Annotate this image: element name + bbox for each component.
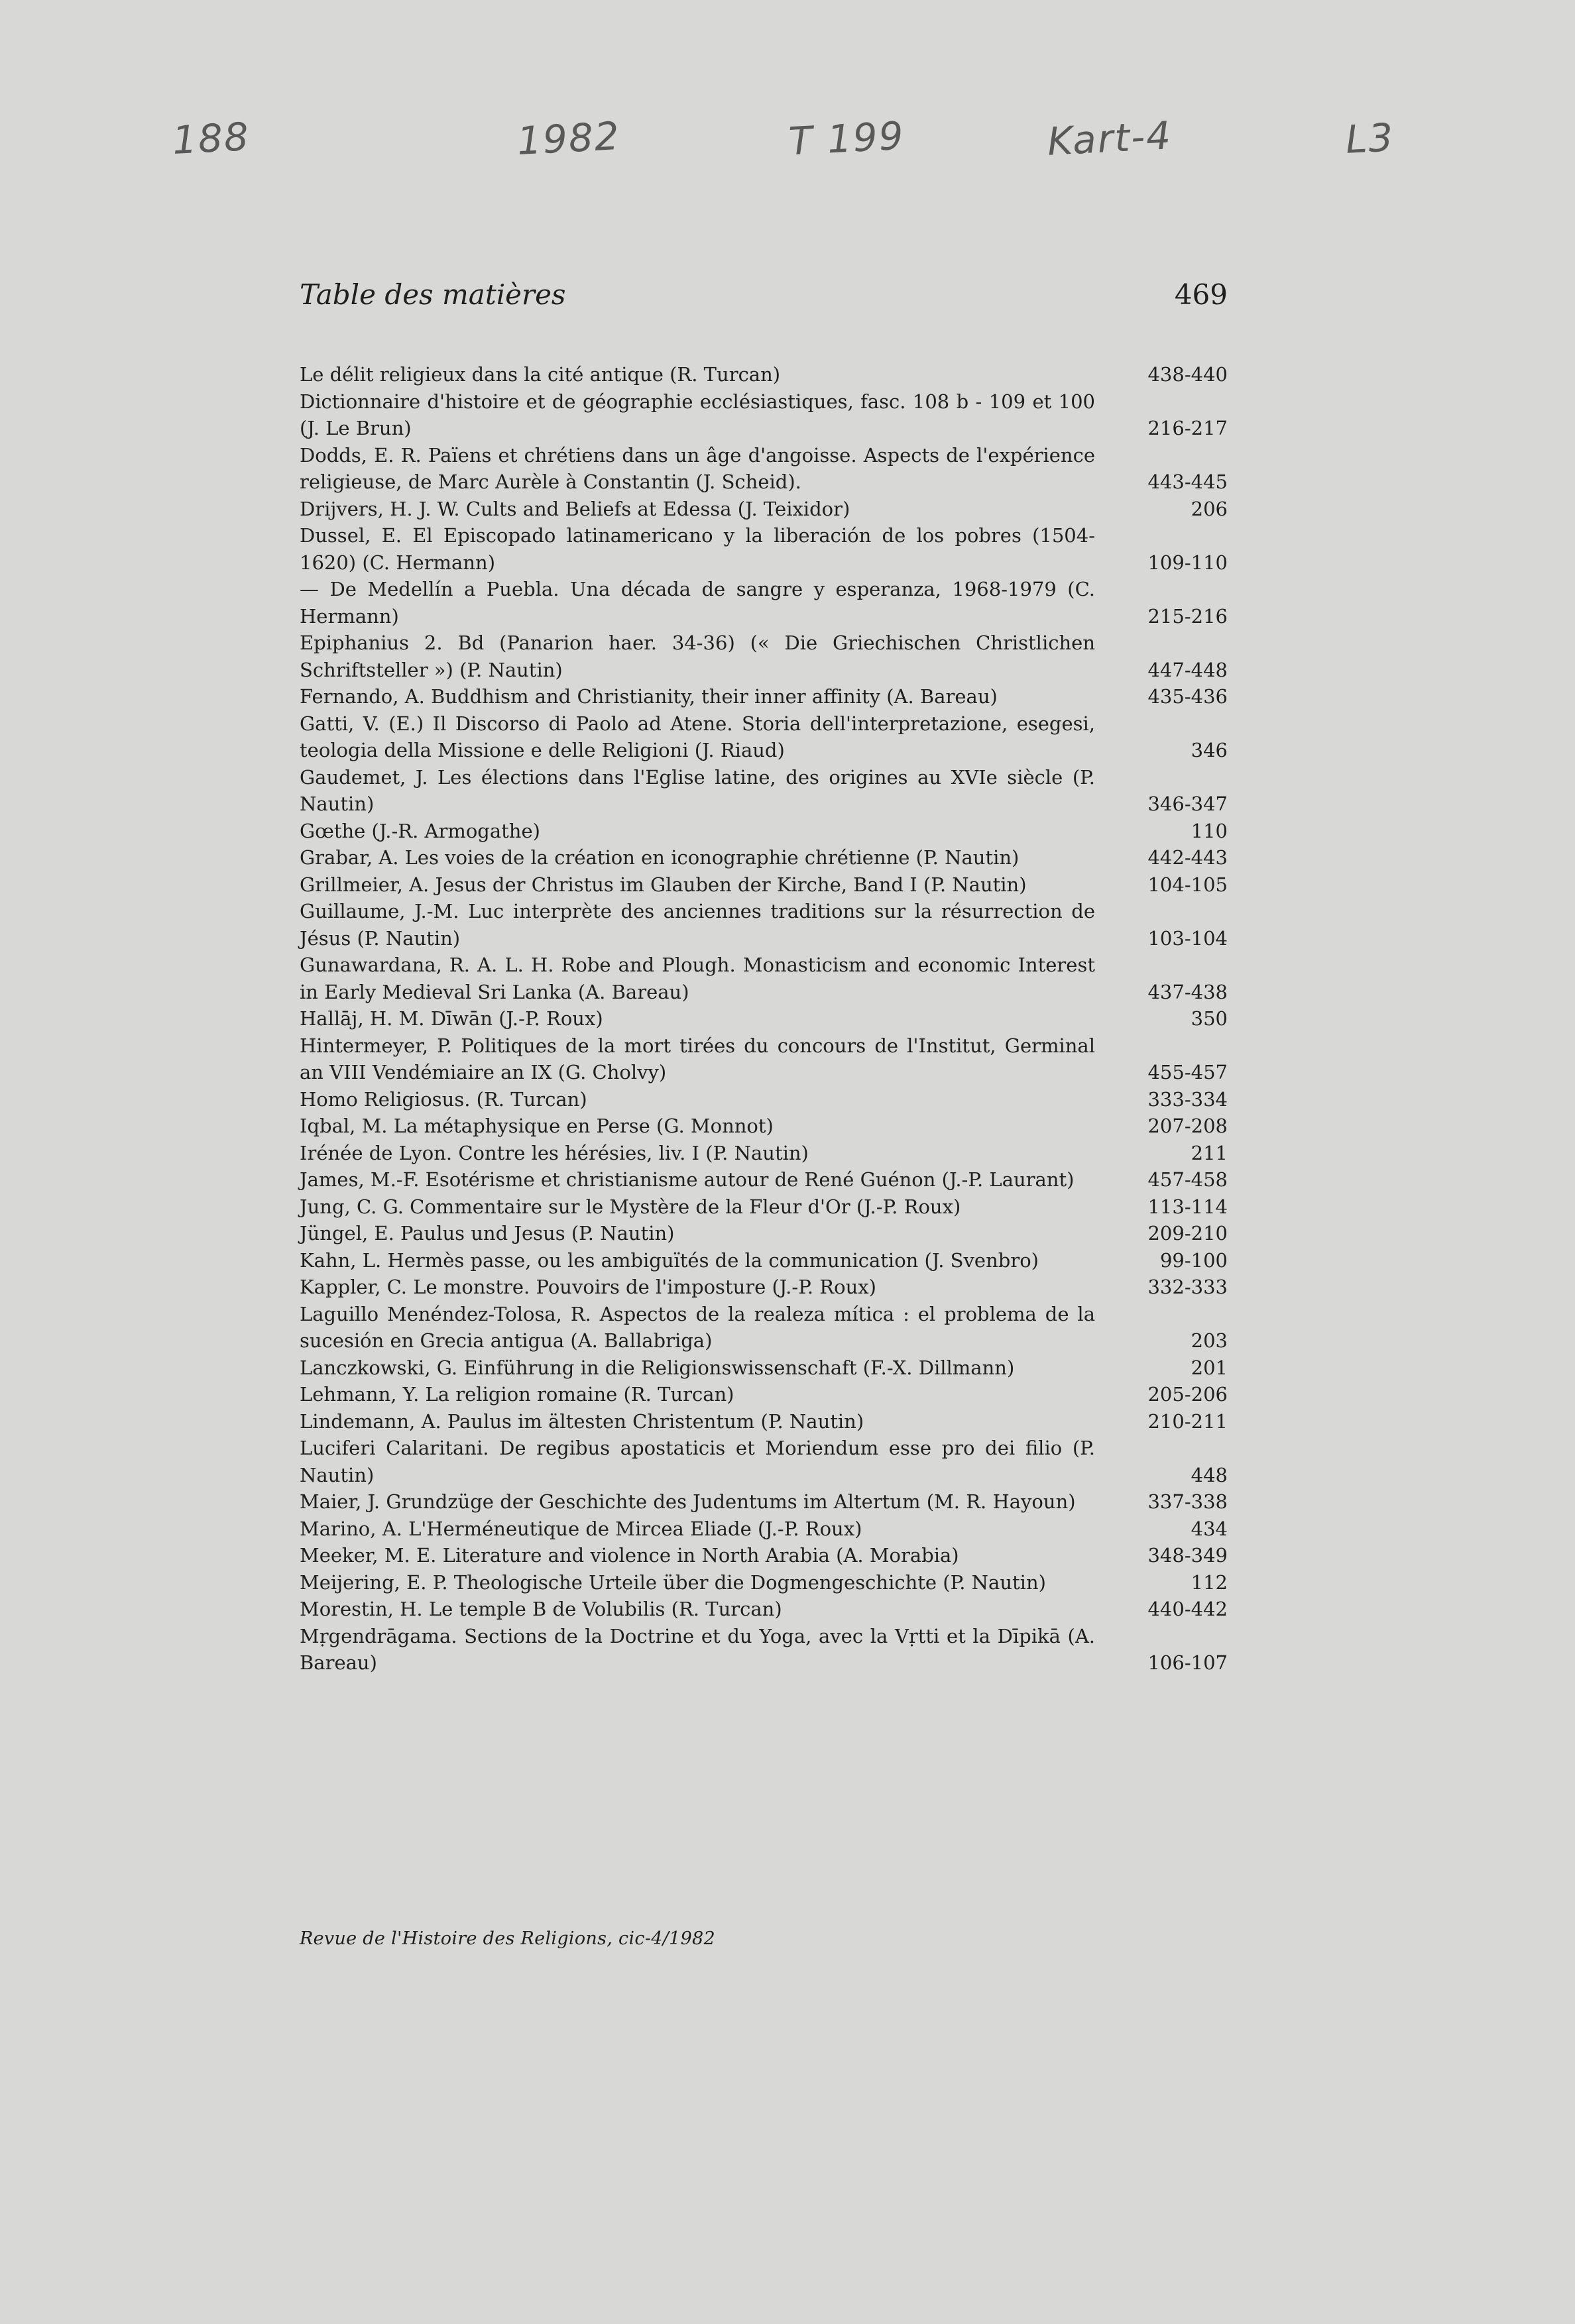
- annotation-2: 1982: [516, 113, 622, 164]
- toc-entry: [300, 361, 1228, 388]
- toc-entry-text: Lanczkowski, G. Einführung in die Religionswissenschaft (F.-X. Dillmann): [300, 1356, 1015, 1379]
- toc-entry-pages: 350: [1191, 1007, 1228, 1030]
- toc-entry-pages: 103-104: [1147, 926, 1228, 950]
- toc-entry-pages: 104-105: [1147, 873, 1228, 896]
- toc-entry-pages: 207-208: [1147, 1115, 1228, 1137]
- toc-entry-pages: 437-438: [1147, 980, 1228, 1003]
- toc-entry: [300, 1247, 1228, 1274]
- toc-entry-pages: 440-442: [1147, 1598, 1228, 1620]
- toc-entry: [300, 576, 1228, 630]
- toc-entry: [300, 1166, 1228, 1193]
- toc-entry: [300, 1542, 1228, 1569]
- toc-entry-pages: 447-448: [1147, 658, 1228, 681]
- toc-entry-pages: 434: [1191, 1517, 1228, 1540]
- toc-entry-text: Iqbal, M. La métaphysique en Perse (G. Monnot): [300, 1115, 774, 1137]
- toc-entry-text: Luciferi Calaritani. De regibus apostaticis et Moriendum esse pro dei filio (P. Nautin): [300, 1437, 1095, 1486]
- toc-entry-pages: 333-334: [1147, 1087, 1228, 1111]
- toc-entry-text: Gaudemet, J. Les élections dans l'Eglise latine, des origines au XVIe siècle (P. Nautin): [300, 765, 1095, 815]
- toc-entry-text: Gunawardana, R. A. L. H. Robe and Plough. Monasticism and economic Interest in Early Medieval Sri Lanka (A. Bareau): [300, 954, 1095, 1003]
- toc-entry-text: Kahn, L. Hermès passe, ou les ambiguïtés de la communication (J. Svenbro): [300, 1248, 1039, 1272]
- toc-entry: [300, 710, 1228, 764]
- toc-entry-pages: 443-445: [1147, 470, 1228, 493]
- toc-entry-text: Gœthe (J.-R. Armogathe): [300, 819, 540, 842]
- toc-entry-text: Homo Religiosus. (R. Turcan): [300, 1087, 587, 1111]
- toc-entry-pages: 438-440: [1147, 363, 1228, 386]
- toc-entry-pages: 110: [1191, 819, 1228, 842]
- toc-entry: [300, 630, 1228, 683]
- toc-entry-pages: 435-436: [1147, 685, 1228, 708]
- toc-entry: [300, 683, 1228, 710]
- toc-entry-text: — De Medellín a Puebla. Una década de sangre y esperanza, 1968-1979 (C. Hermann): [300, 578, 1095, 628]
- toc-entry-pages: 337-338: [1147, 1490, 1228, 1513]
- page-title: Table des matières: [300, 278, 566, 311]
- toc-entry-text: Hintermeyer, P. Politiques de la mort tirées du concours de l'Institut, Germinal an VIII Vendémiaire an IX (G. Cholvy): [300, 1034, 1095, 1083]
- toc-entry: [300, 1381, 1228, 1408]
- toc-entry: [300, 1355, 1228, 1382]
- toc-entry-text: Jüngel, E. Paulus und Jesus (P. Nautin): [300, 1222, 675, 1245]
- toc-entry-text: Meeker, M. E. Literature and violence in North Arabia (A. Morabia): [300, 1544, 959, 1567]
- page-number: 469: [1174, 278, 1228, 311]
- toc-entry-text: Epiphanius 2. Bd (Panarion haer. 34-36) (« Die Griechischen Christlichen Schriftsteller ») (P. Nautin): [300, 632, 1095, 681]
- table-of-contents: [300, 361, 1228, 1677]
- toc-entry: [300, 764, 1228, 818]
- annotation-4: Kart-4: [1046, 113, 1173, 164]
- toc-entry-text: Grabar, A. Les voies de la création en iconographie chrétienne (P. Nautin): [300, 846, 1020, 869]
- toc-entry-pages: 201: [1191, 1356, 1228, 1379]
- toc-entry: [300, 496, 1228, 523]
- toc-entry: [300, 1623, 1228, 1677]
- annotation-1: 188: [171, 113, 251, 164]
- toc-entry: [300, 1408, 1228, 1435]
- toc-entry-pages: 216-217: [1147, 417, 1228, 439]
- toc-entry-pages: 455-457: [1147, 1061, 1228, 1083]
- handwritten-annotations: [171, 113, 1419, 176]
- annotation-5: L3: [1344, 115, 1395, 162]
- toc-entry-pages: 457-458: [1147, 1168, 1228, 1191]
- toc-entry-text: Le délit religieux dans la cité antique (R. Turcan): [300, 363, 781, 386]
- toc-entry-text: Laguillo Menéndez-Tolosa, R. Aspectos de la realeza mítica : el problema de la sucesión en Grecia antigua (A. Ballabriga): [300, 1302, 1095, 1352]
- toc-entry: [300, 1220, 1228, 1247]
- toc-entry: [300, 1569, 1228, 1596]
- toc-entry-text: Dussel, E. El Episcopado latinamericano y la liberación de los pobres (1504-1620) (C. Hermann): [300, 524, 1095, 574]
- toc-entry-text: Gatti, V. (E.) Il Discorso di Paolo ad Atene. Storia dell'interpretazione, esegesi, teologia della Missione e delle Religioni (J. Riaud): [300, 712, 1095, 761]
- toc-entry-pages: 209-210: [1147, 1222, 1228, 1245]
- toc-entry-pages: 205-206: [1147, 1383, 1228, 1406]
- toc-entry-text: Guillaume, J.-M. Luc interprète des anciennes traditions sur la résurrection de Jésus (P. Nautin): [300, 900, 1095, 950]
- toc-entry: [300, 1488, 1228, 1516]
- toc-entry: [300, 1005, 1228, 1032]
- toc-entry-pages: 112: [1191, 1571, 1228, 1594]
- toc-entry-pages: 448: [1191, 1463, 1228, 1486]
- toc-entry: [300, 1435, 1228, 1488]
- toc-entry: [300, 1086, 1228, 1113]
- toc-entry-pages: 206: [1191, 497, 1228, 520]
- page-header: [300, 278, 1228, 325]
- toc-entry: [300, 1516, 1228, 1543]
- toc-entry-text: Mṛgendrāgama. Sections de la Doctrine et du Yoga, avec la Vṛtti et la Dīpikā (A. Bareau): [300, 1624, 1095, 1674]
- toc-entry-text: Lindemann, A. Paulus im ältesten Christentum (P. Nautin): [300, 1410, 864, 1433]
- toc-entry: [300, 844, 1228, 871]
- toc-entry: [300, 1596, 1228, 1623]
- toc-entry-text: Grillmeier, A. Jesus der Christus im Glauben der Kirche, Band I (P. Nautin): [300, 873, 1027, 896]
- toc-entry-pages: 346-347: [1147, 793, 1228, 815]
- toc-entry-pages: 106-107: [1147, 1651, 1228, 1674]
- toc-entry: [300, 871, 1228, 899]
- toc-entry-text: Fernando, A. Buddhism and Christianity, their inner affinity (A. Bareau): [300, 685, 998, 708]
- toc-entry: [300, 1113, 1228, 1140]
- toc-entry: [300, 1032, 1228, 1086]
- toc-entry-text: Irénée de Lyon. Contre les hérésies, liv. I (P. Nautin): [300, 1141, 809, 1164]
- annotation-3: T 199: [788, 113, 906, 164]
- toc-entry: [300, 1274, 1228, 1301]
- toc-entry: [300, 898, 1228, 952]
- toc-entry-pages: 215-216: [1147, 604, 1228, 628]
- toc-entry-text: Dictionnaire d'histoire et de géographie ecclésiastiques, fasc. 108 b - 109 et 100 (J. Le Brun): [300, 390, 1095, 439]
- toc-entry-pages: 211: [1191, 1141, 1228, 1164]
- toc-entry-pages: 332-333: [1147, 1276, 1228, 1298]
- toc-entry: [300, 1301, 1228, 1355]
- journal-footer: Revue de l'Histoire des Religions, cic-4/1982: [300, 1928, 716, 1949]
- toc-entry: [300, 818, 1228, 845]
- toc-entry-pages: 113-114: [1147, 1195, 1228, 1218]
- toc-entry: [300, 952, 1228, 1005]
- toc-entry-text: Lehmann, Y. La religion romaine (R. Turcan): [300, 1383, 734, 1406]
- toc-entry-pages: 348-349: [1147, 1544, 1228, 1567]
- toc-entry-text: James, M.-F. Esotérisme et christianisme autour de René Guénon (J.-P. Laurant): [300, 1168, 1075, 1191]
- toc-entry-pages: 442-443: [1147, 846, 1228, 869]
- toc-entry-text: Maier, J. Grundzüge der Geschichte des Judentums im Altertum (M. R. Hayoun): [300, 1490, 1076, 1513]
- toc-entry: [300, 388, 1228, 442]
- toc-entry-pages: 99-100: [1159, 1248, 1228, 1272]
- toc-entry-text: Drijvers, H. J. W. Cults and Beliefs at Edessa (J. Teixidor): [300, 497, 850, 520]
- toc-entry-text: Dodds, E. R. Païens et chrétiens dans un âge d'angoisse. Aspects de l'expérience religieuse, de Marc Aurèle à Constantin (J. Scheid).: [300, 443, 1095, 493]
- toc-entry-text: Hallāj, H. M. Dīwān (J.-P. Roux): [300, 1007, 603, 1030]
- toc-entry-text: Morestin, H. Le temple B de Volubilis (R. Turcan): [300, 1598, 782, 1620]
- toc-entry-text: Marino, A. L'Herméneutique de Mircea Eliade (J.-P. Roux): [300, 1517, 862, 1540]
- toc-entry-pages: 346: [1191, 739, 1228, 761]
- toc-entry: [300, 1140, 1228, 1167]
- toc-entry-text: Meijering, E. P. Theologische Urteile über die Dogmengeschichte (P. Nautin): [300, 1571, 1046, 1594]
- toc-entry-text: Kappler, C. Le monstre. Pouvoirs de l'imposture (J.-P. Roux): [300, 1276, 876, 1298]
- toc-entry: [300, 442, 1228, 496]
- toc-entry-pages: 203: [1191, 1329, 1228, 1352]
- toc-entry-pages: 109-110: [1147, 551, 1228, 574]
- toc-entry-text: Jung, C. G. Commentaire sur le Mystère de la Fleur d'Or (J.-P. Roux): [300, 1195, 961, 1218]
- toc-entry-pages: 210-211: [1147, 1410, 1228, 1433]
- toc-entry: [300, 522, 1228, 576]
- toc-entry: [300, 1193, 1228, 1221]
